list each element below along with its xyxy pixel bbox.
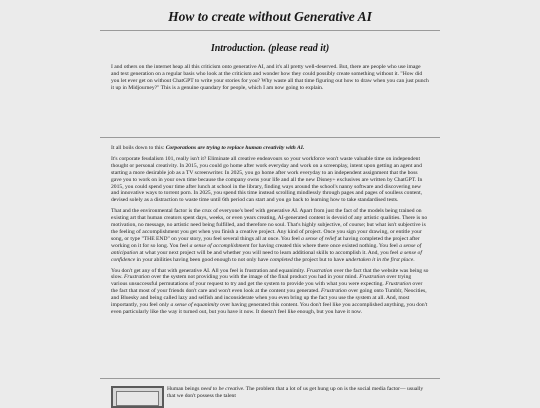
main-body (111, 145, 429, 316)
feudalism-paragraph: It's corporate feudalism 101, really isn't it? Eliminate all creative endeavours so your workforce won't waste valuable time on independent thought or personal creativity. In 2015, you could go home after work everyday and work on a screenplay, intent upon getting an agent and starting a more desirable job as a TV screenwriter. In 2025, you go home after work everyday to an independent assignment that the boss gave you to work on in your own time because the company owns your life and all the new Disney+ exclusives are written by ChatGPT. In 2015, you could spend your time after lunch at school in the library, finding ways around the school's nanny software and discovering new and innovative ways to torrent porn. In 2025, you spend this time instead scrolling mindlessly through pages and pages of soulless content, devised solely as a distraction to waste time until 6th period can start and you go back to learning how to take standardised tests. (111, 155, 423, 204)
intro-text: I and others on the internet heap all this criticism onto generative AI, and it's all pretty well-deserved. But, there are people who use image and text generation on a regular basis who look at the criticism and wonder how they could possibly create something without it. "How did you let ever get on without ChatGPT to write your stories for you? Why waste all that time figuring out how to draw when you can just punch it up in Midjourney?" This is a genuine quandary for people, which I am now going to explain. (111, 64, 429, 91)
section-divider (100, 378, 440, 379)
thesis-emphasis: Corporations are trying to replace human creativity with AI. (165, 145, 305, 151)
page-title: How to create without Generative AI (168, 9, 372, 24)
thesis-paragraph: It all boils down to this: Corporations are trying to replace human creativity with AI. (111, 145, 305, 151)
illustration-inner (116, 391, 159, 406)
accomplishment-paragraph: That and the environmental factor is the crux of everyone's beef with generative AI. Apart from just the fact of the models being trained on existing art that human creators spent days, weeks, or even years creating, AI-generated content is devoid of any artistic qualities. There is no motivation, no message, no artistic need being fulfilled, and therefore no soul. That's highly subjective, of course; but what isn't subjective is the feeling of accomplishment you get when you finish a creative project. Any kind of project. Once you sign your drawing, or entitle your song, or type "THE END" on your story, you feel several things all at once. You feel a sense of relief at having completed the project after working on it for so long. You feel a sense of accomplishment for having created this where there once existed nothing. You feel a sense of anticipation at what your next project will be and whether you will need to learn additional skills to accomplish it. And, you feel a sense of confidence in your abilities having been good enough to not only have completed the project but to have undertaken it in the first place. (111, 208, 428, 263)
frustration-paragraph: You don't get any of that with generative AI. All you feel is frustration and equanimity. Frustration over the fact that the website was being so slow. Frustration over the system not providing you with the image of the final product you had in your mind. Frustration over trying various unsuccessful permutations of your request to try and get the system to provide you with what you were expecting. Frustration over the fact that most of your friends don't care and won't even look at the content you generated. Frustration over going onto Tumblr, Neocities, and Bluesky and being called lazy and selfish and inconsiderate when you even bring up the fact you use the system at all. And, most importantly, you feel only a sense of equanimity over having generated this content. You don't feel like you accomplished anything, you don't even particularly like the way it turned out, but you have it now. It doesn't feel like enough, but you have it now. (111, 267, 429, 315)
title-divider (100, 30, 440, 31)
intro-divider (100, 137, 440, 138)
intro-heading: Introduction. (please read it) (210, 43, 330, 54)
next-section-text: Human beings need to be creative. The problem that a lot of us get hung up on is the social media factor— usually that we don't possess the talent (167, 386, 424, 399)
intro-paragraph (111, 64, 429, 92)
